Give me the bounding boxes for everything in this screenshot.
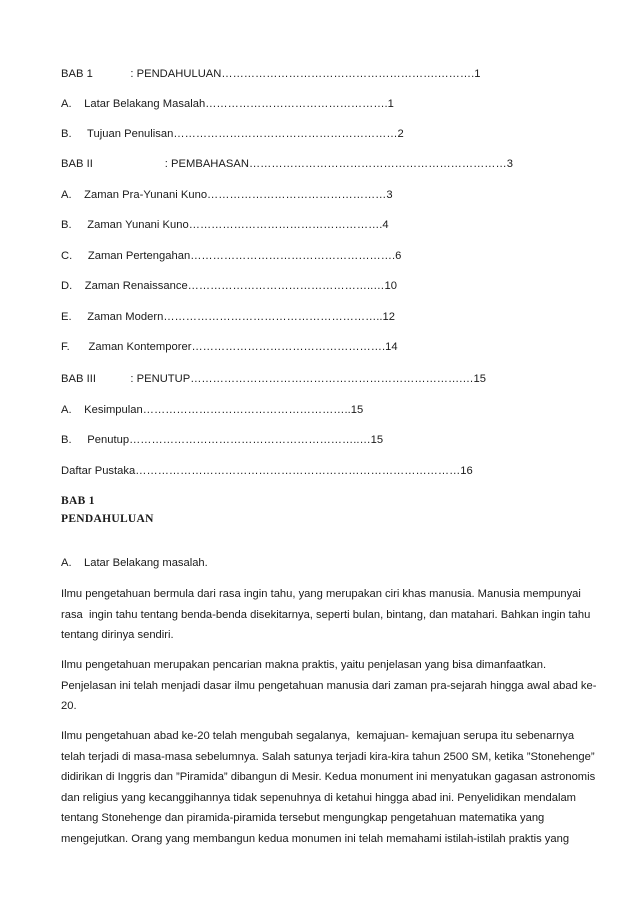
toc-entry-daftar-pustaka: Daftar Pustaka……………………………………………………………………………16 xyxy=(61,465,473,477)
toc-entry-yunani-kuno: B. Zaman Yunani Kuno…………………………………………….4 xyxy=(61,219,389,231)
paragraph-line: dan religius yang kecanggihannya tidak sepenuhnya di ketahui hingga abad ini. Penyelidikan mendalam xyxy=(61,791,576,804)
body-paragraph xyxy=(61,584,591,646)
paragraph-line: Ilmu pengetahuan merupakan pencarian makna praktis, yaitu penjelasan yang bisa dimanfaatkan. xyxy=(61,659,547,671)
paragraph-line: mengejutkan. Orang yang membangun kedua monumen ini telah memahami istilah-istilah praktis yang xyxy=(61,832,570,845)
paragraph-line: didirikan di Inggris dan ”Piramida” dibangun di Mesir. Kedua monument ini menyatukan gagasan astronomis xyxy=(61,771,596,784)
chapter-title: PENDAHULUAN xyxy=(61,513,154,525)
paragraph-line: Ilmu pengetahuan abad ke-20 telah mengubah segalanya, kemajuan- kemajuan serupa itu sebenarnya xyxy=(61,730,575,742)
paragraph-line: 20. xyxy=(61,700,77,713)
toc-entry-bab-1: BAB 1 : PENDAHULUAN………………………………………………….……….1 xyxy=(61,68,481,80)
chapter-number: BAB 1 xyxy=(61,495,95,507)
paragraph-line: rasa ingin tahu tentang benda-benda disekitarnya, seperti bulan, bintang, dan matahari. Bahkan ingin tahu xyxy=(61,608,591,621)
toc-entry-bab-3: BAB III : PENUTUP……………………………………………………………….…15 xyxy=(61,373,487,385)
toc-entry-pra-yunani-kuno: A. Zaman Pra-Yunani Kuno…………………………………………3 xyxy=(61,189,393,201)
toc-entry-bab-2: BAB II : PEMBAHASAN……………………………………………………………3 xyxy=(61,158,513,170)
toc-entry-penutup: B. Penutup……………………………………………………..…15 xyxy=(61,434,384,446)
toc-entry-modern: E. Zaman Modern…………………………………………………..12 xyxy=(61,311,396,323)
toc-entry-latar-belakang: A. Latar Belakang Masalah………………………………………….1 xyxy=(61,98,394,110)
section-heading: A. Latar Belakang masalah. xyxy=(61,557,208,569)
toc-entry-renaissance: D. Zaman Renaissance…………………………………………..…10 xyxy=(61,280,397,292)
toc-entry-pertengahan: C. Zaman Pertengahan……………………………………………….6 xyxy=(61,250,402,262)
toc-entry-kesimpulan: A. Kesimpulan………………………………………………..15 xyxy=(61,404,364,416)
paragraph-line: telah terjadi di masa-masa sebelumnya. Salah satunya terjadi kira-kira tahun 2500 SM, ketika ”Stonehenge” xyxy=(61,750,595,763)
body-paragraph xyxy=(61,655,597,717)
paragraph-line: Penjelasan ini telah menjadi dasar ilmu pengetahuan manusia dari zaman pra-sejarah hingga awal abad ke- xyxy=(61,679,597,692)
body-paragraph xyxy=(61,726,596,850)
toc-entry-tujuan-penulisan: B. Tujuan Penulisan……………………………………………………2 xyxy=(61,128,404,140)
paragraph-line: tentang dirinya sendiri. xyxy=(61,629,174,642)
toc-entry-kontemporer: F. Zaman Kontemporer…………………………………………….14 xyxy=(61,341,398,353)
paragraph-line: tentang Stonehenge dan piramida-piramida tersebut mengungkap pengetahuan matematika yang xyxy=(61,812,545,825)
paragraph-line: Ilmu pengetahuan bermula dari rasa ingin tahu, yang merupakan ciri khas manusia. Manusia mempunyai xyxy=(61,588,581,600)
